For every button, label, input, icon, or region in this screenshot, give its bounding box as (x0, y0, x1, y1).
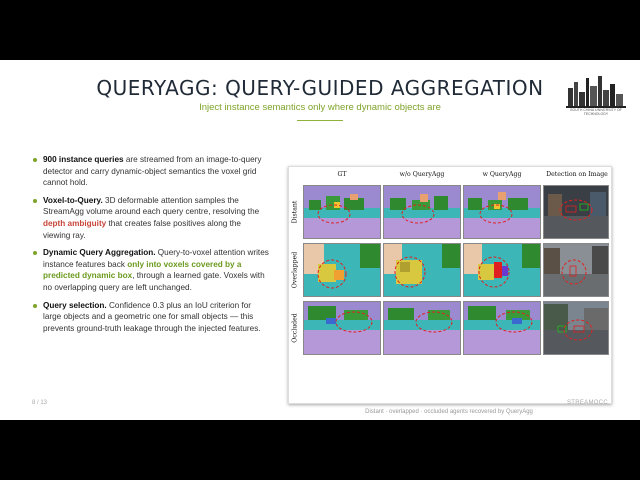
camera-image (543, 301, 609, 355)
slide (0, 60, 640, 420)
column-header-detection: Detection on Image (546, 171, 608, 178)
bullet-lead: 900 instance queries (43, 155, 124, 164)
qualitative-figure (288, 166, 612, 404)
bullet-item (33, 154, 269, 189)
bullet-dot-icon (33, 158, 37, 162)
logo-text: SOUTH CHINA UNIVERSITY OF TECHNOLOGY (570, 108, 622, 116)
row-header-distant: Distant (291, 200, 299, 224)
row-header-occluded: Occluded (291, 313, 299, 343)
bullet-text: , through a learned gate. Voxels with no overlapping query are left unchanged. (43, 271, 265, 292)
slide-title: QUERYAGG: QUERY-GUIDED AGGREGATION (96, 76, 544, 100)
slide-number: 8 / 13 (32, 400, 48, 406)
bullet-lead: Query selection. (43, 300, 107, 310)
bullet-highlight: depth ambiguity (43, 218, 107, 228)
occupancy-image (463, 185, 541, 239)
slide-subtitle: Inject instance semantics only where dynamic objects are (199, 102, 441, 113)
occupancy-image (303, 301, 381, 355)
bullet-highlight: only into voxels covered by a predicted dynamic box (43, 259, 242, 281)
camera-image (543, 243, 609, 297)
bullet-dot-icon (33, 251, 37, 255)
bullet-item (33, 300, 269, 335)
column-header-with-queryagg: w QueryAgg (482, 171, 522, 178)
occupancy-image (463, 243, 541, 297)
bullet-text: are streamed from an image-to-query detector and carry dynamic-object semantics the voxel grid cannot hold. (43, 155, 262, 188)
bullet-text: Query-to-voxel attention writes instance features back (43, 248, 269, 269)
figure-caption: Distant · overlapped · occluded agents recovered by QueryAgg (365, 409, 533, 415)
title-divider (297, 120, 343, 121)
bullet-text: that creates false positives along the viewing ray. (43, 218, 241, 240)
bullet-item (33, 195, 269, 241)
occupancy-image (303, 185, 381, 239)
occupancy-image (383, 185, 461, 239)
footer-label: STREAMOCC (566, 400, 608, 406)
bullet-list (33, 154, 269, 340)
bullet-lead: Voxel-to-Query. (43, 195, 103, 205)
occupancy-image (303, 243, 381, 297)
bullet-text: 3D deformable attention samples the StreamAgg volume around each query centre, resolving the (43, 195, 260, 217)
bullet-lead: Dynamic Query Aggregation. (43, 248, 156, 258)
occupancy-image (383, 243, 461, 297)
occupancy-image (463, 301, 541, 355)
bullet-dot-icon (33, 304, 37, 308)
bullet-item (33, 247, 269, 293)
bullet-dot-icon (33, 199, 37, 203)
row-header-overlapped: Overlapped (291, 251, 299, 289)
occupancy-image (383, 301, 461, 355)
column-header-gt: GT (337, 171, 347, 178)
column-header-without-queryagg: w/o QueryAgg (399, 171, 445, 178)
camera-image (543, 185, 609, 239)
bullet-text: Confidence 0.3 plus an IoU criterion for large objects and a geometric one for small objects — this prevents ground-truth leakage through the injected features. (43, 300, 261, 333)
